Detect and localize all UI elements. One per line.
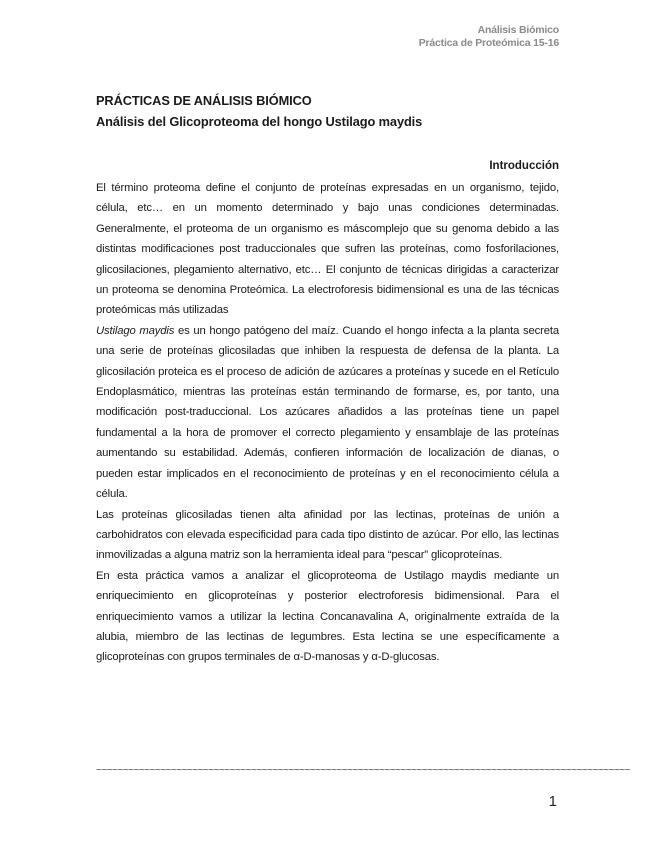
paragraph-ustilago-text: es un hongo patógeno del maíz. Cuando el hongo infecta a la planta secreta una serie de proteínas glicosiladas que inhiben la respuesta de defensa de la planta. La glicosilación proteica es el proceso de adición de azúcares a proteínas y sucede en el Retículo Endoplasmático, mientras las proteínas están terminando de formarse, es, por tanto, una modificación post-traduccional. Los azúcares añadidos a las proteínas tiene un papel fundamental a la hora de promover el correcto plegamiento y ensamblaje de las proteínas aumentando su estabilidad. Además, confieren información de localización de dianas, o pueden estar implicados en el reconocimiento de proteínas y en el reconocimiento célula a célula. [96, 324, 559, 501]
page-number: 1 [548, 793, 557, 810]
species-name-italic: Ustilago maydis [96, 324, 175, 337]
section-heading-introduction: Introducción [489, 160, 559, 172]
document-subtitle: Análisis del Glicoproteoma del hongo Ustilago maydis [96, 114, 423, 129]
document-title: PRÁCTICAS DE ANÁLISIS BIÓMICO [96, 93, 312, 108]
paragraph-ustilago [96, 321, 559, 505]
paragraph-practice: En esta práctica vamos a analizar el glicoproteoma de Ustilago maydis mediante un enriquecimiento en glicoproteínas y posterior electroforesis bidimensional. Para el enriquecimiento vamos a utilizar la lectina Concanavalina A, originalmente extraída de la alubia, miembro de las lectinas de legumbres. Esta lectina se une específicamente a glicoproteínas con grupos terminales de α-D-manosas y α-D-glucosas. [96, 569, 559, 664]
document-body [96, 91, 559, 668]
paragraph-proteome: El término proteoma define el conjunto de proteínas expresadas en un organismo, tejido, célula, etc… en un momento determinado y bajo unas condiciones determinadas. Generalmente, el proteoma de un organismo es máscomplejo que su genoma debido a las distintas modificaciones post traduccionales que sufren las proteínas, como fosforilaciones, glicosilaciones, plegamiento alternativo, etc… El conjunto de técnicas dirigidas a caracterizar un proteoma se denomina Proteómica. La electroforesis bidimensional es una de las técnicas proteómicas más utilizadas [96, 182, 559, 317]
header-course-title: Análisis Biómico [477, 24, 559, 36]
paragraph-lectins: Las proteínas glicosiladas tienen alta afinidad por las lectinas, proteínas de unión a carbohidratos con elevada especificidad para cada tipo distinto de azúcar. Por ello, las lectinas inmovilizadas a alguna matriz son la herramienta ideal para “pescar” glicoproteínas. [96, 508, 559, 562]
running-header [419, 24, 559, 50]
header-practice-title: Práctica de Proteómica 15-16 [418, 37, 559, 49]
footer-divider: ~~~~~~~~~~~~~~~~~~~~~~~~~~~~~~~~~~~~~~~~~~~~~~~~~~~~~~~~~~~~~~~~~~~~~~~~~~~~~~~~~~~~~~~~~~~~~~~~~~~~ [96, 765, 630, 776]
